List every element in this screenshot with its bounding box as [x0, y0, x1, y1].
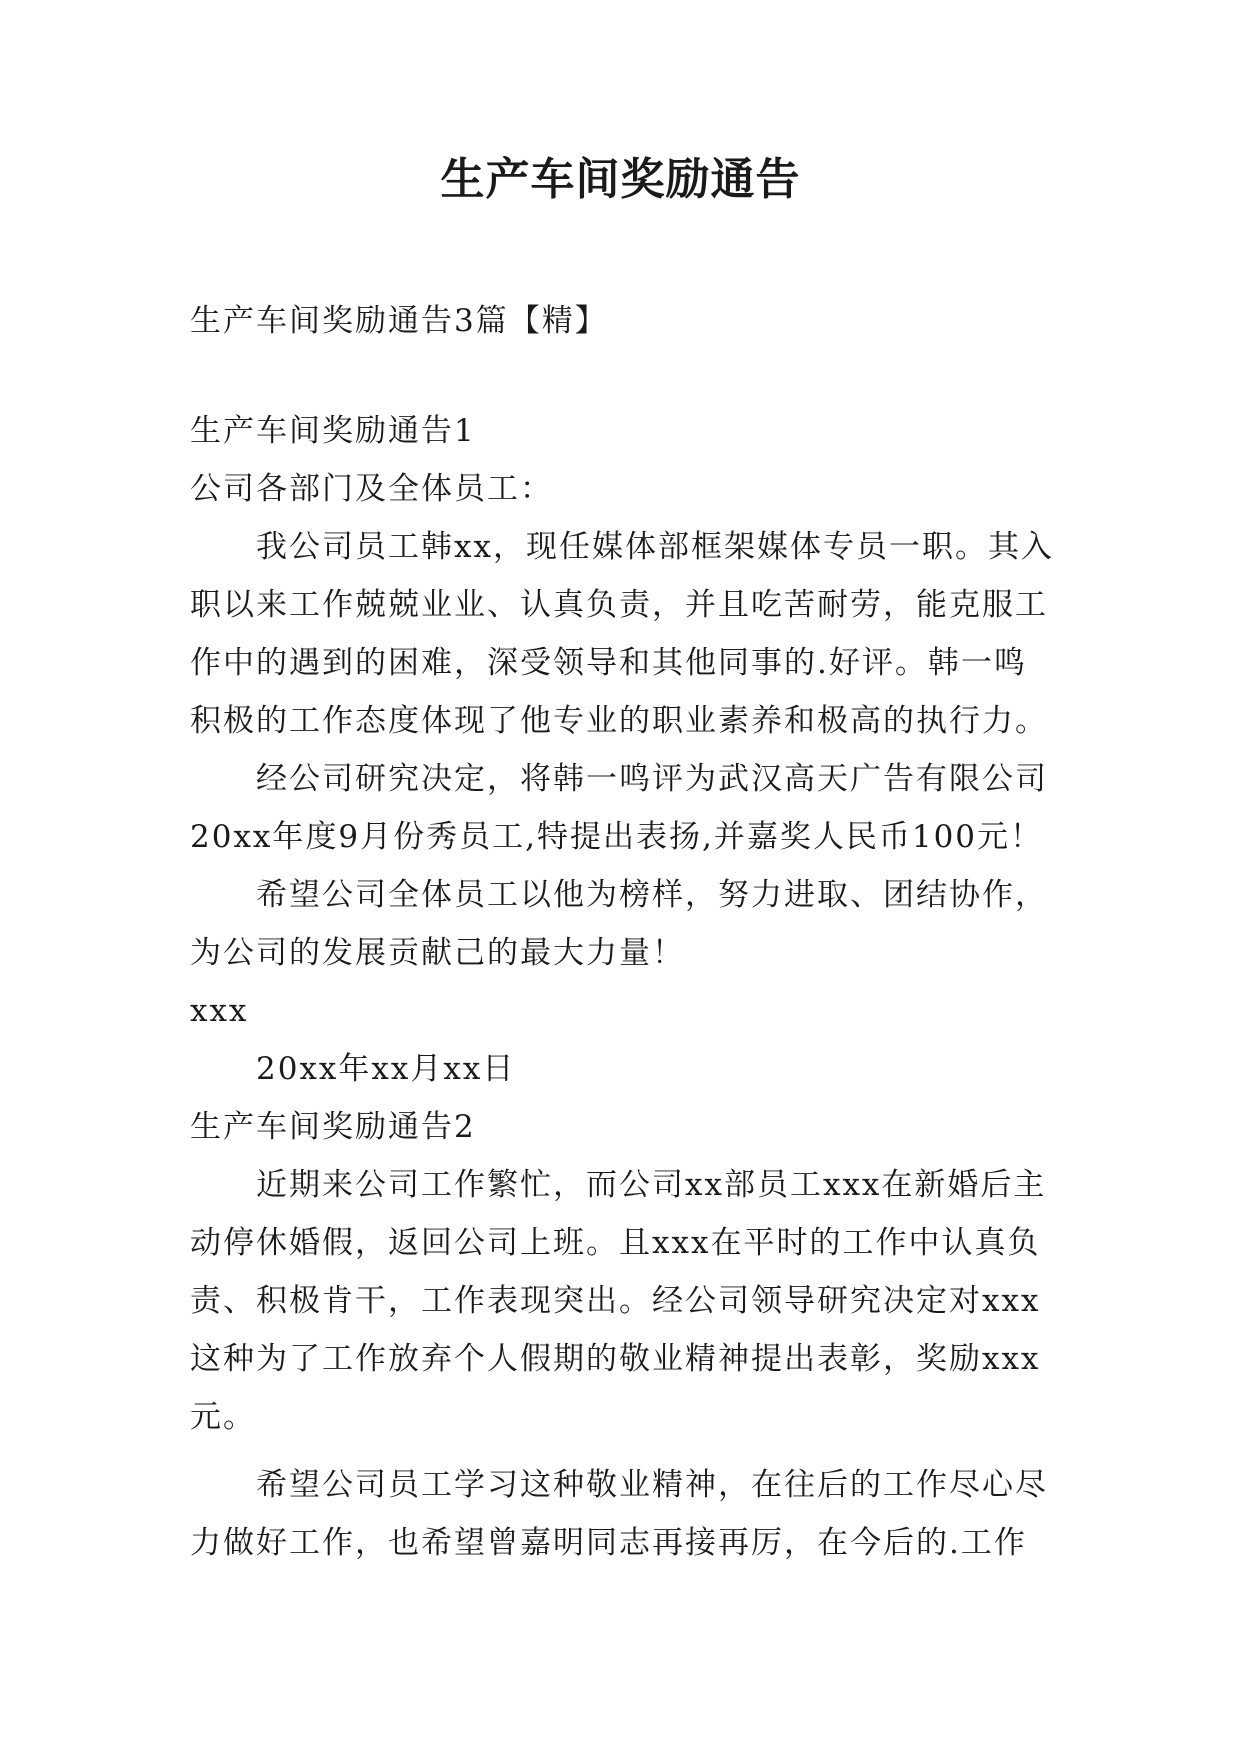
notice2-heading: 生产车间奖励通告2 — [190, 1109, 476, 1145]
paragraph-spacer — [190, 1446, 1055, 1456]
notice2-paragraph-2: 希望公司员工学习这种敬业精神，在往后的工作尽心尽力做好工作，也希望曾嘉明同志再接再厉，在今后的.工作 — [190, 1467, 1048, 1561]
notice1-date: 20xx年xx月xx日 — [256, 1051, 516, 1087]
notice2-paragraph-1: 近期来公司工作繁忙，而公司xx部员工xxx在新婚后主动停休婚假，返回公司上班。且xxx在平时的工作中认真负责、积极肯干，工作表现突出。经公司领导研究决定对xxx这种为了工作放弃个人假期的敬业精神提出表彰，奖励xxx元。 — [190, 1167, 1047, 1435]
notice1-paragraph-3: 希望公司全体员工以他为榜样，努力进取、团结协作，为公司的发展贡献己的最大力量！ — [190, 877, 1048, 971]
notice1-heading: 生产车间奖励通告1 — [190, 413, 476, 449]
notice1-paragraph-2: 经公司研究决定，将韩一鸣评为武汉高天广告有限公司20xx年度9月份秀员工,特提出表扬,并嘉奖人民币100元！ — [190, 761, 1048, 855]
document-content — [190, 402, 1055, 1572]
notice1-signature: xxx — [190, 993, 249, 1029]
notice1-paragraph-1: 我公司员工韩xx，现任媒体部框架媒体专员一职。其入职以来工作兢兢业业、认真负责，并且吃苦耐劳，能克服工作中的遇到的困难，深受领导和其他同事的.好评。韩一鸣积极的工作态度体现了他专业的职业素养和极高的执行力。 — [190, 529, 1054, 739]
notice1-salutation: 公司各部门及全体员工： — [190, 471, 553, 507]
document-subtitle: 生产车间奖励通告3篇【精】 — [190, 303, 608, 339]
document-title: 生产车间奖励通告 — [440, 154, 801, 205]
